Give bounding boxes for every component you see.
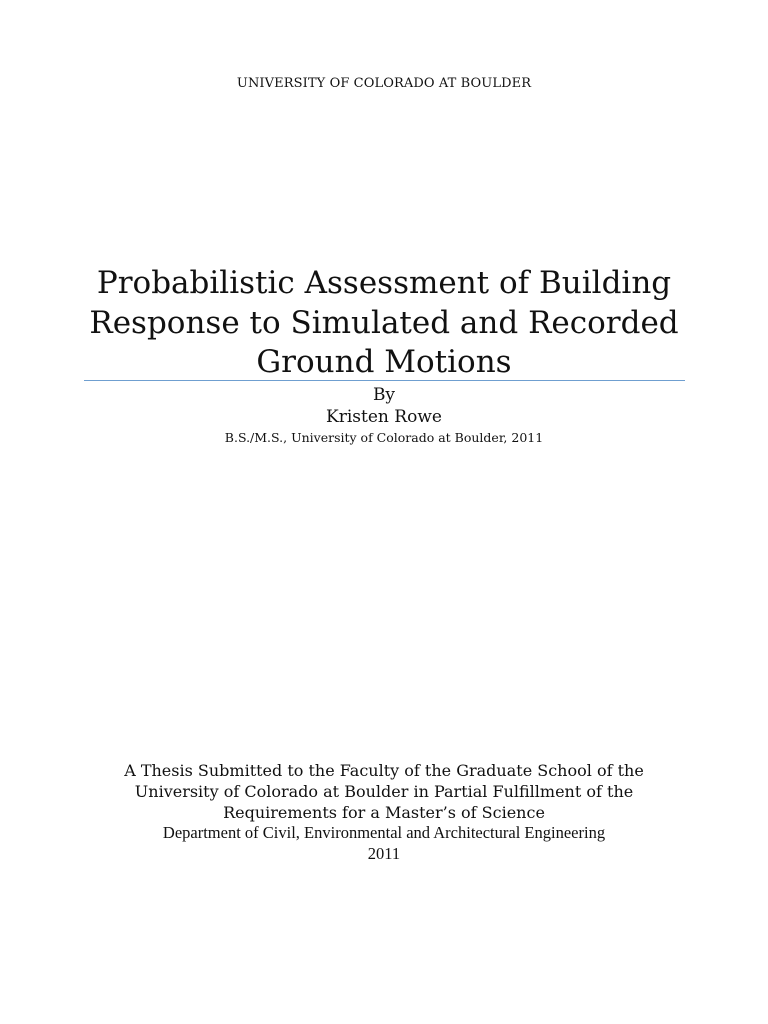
author-degree: B.S./M.S., University of Colorado at Boulder, 2011 [224,430,544,445]
university-header: UNIVERSITY OF COLORADO AT BOULDER [236,76,532,91]
author-name: Kristen Rowe [326,407,442,427]
title-divider [84,380,685,381]
submission-year: 2011 [367,844,401,863]
thesis-title: Probabilistic Assessment of Building Response to Simulated and Recorded Ground Motions [89,265,679,380]
submission-statement: A Thesis Submitted to the Faculty of the Graduate School of the University of Colorado at Boulder in Partial Fulfillment of the Requirements for a Master’s of Science [124,761,644,822]
department-name: Department of Civil, Environmental and Architectural Engineering [162,823,606,842]
by-label: By [372,385,396,405]
